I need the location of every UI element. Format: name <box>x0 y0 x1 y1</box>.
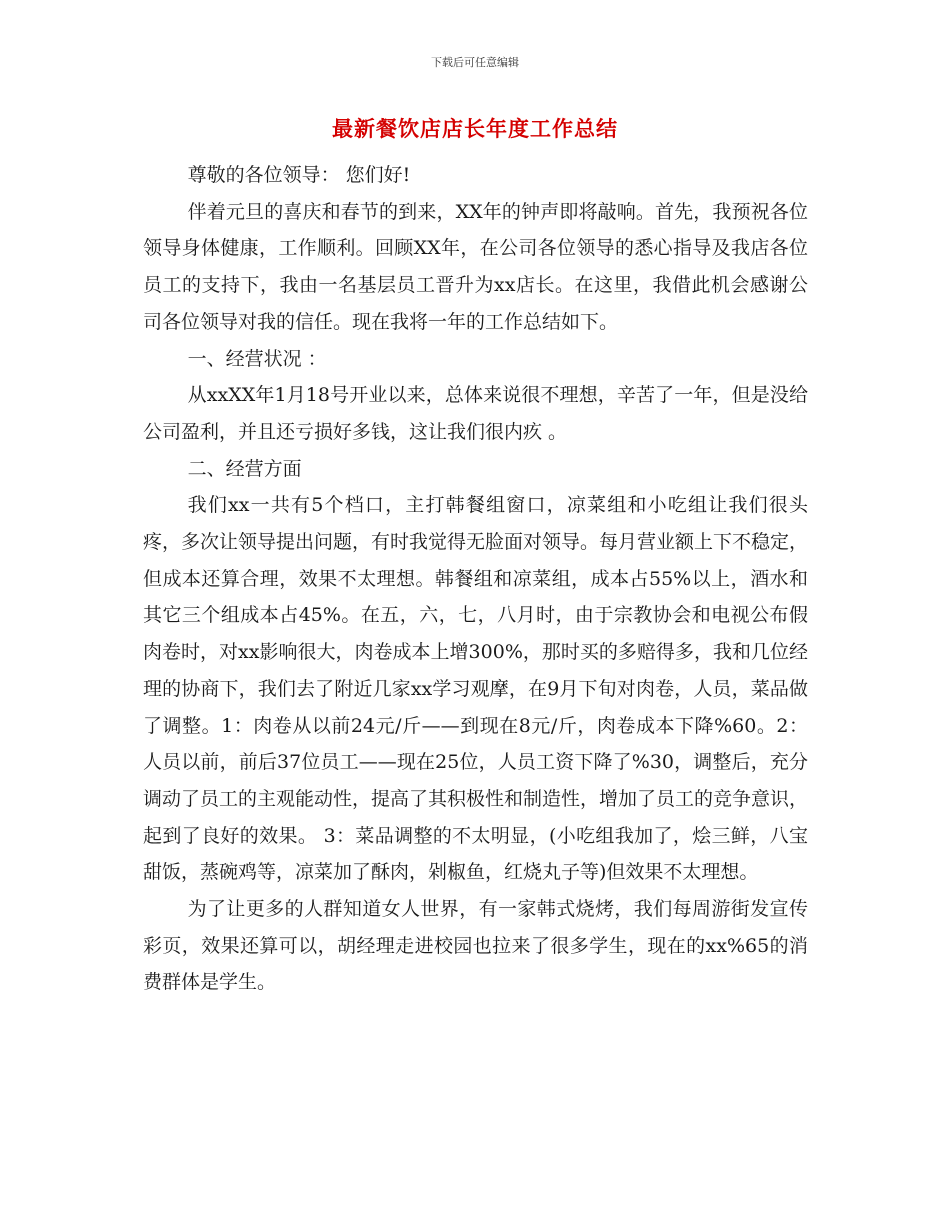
section-heading-operation-aspects: 二、经营方面 <box>187 457 302 480</box>
document-title: 最新餐饮店店长年度工作总结 <box>332 117 618 141</box>
header-note: 下载后可任意编辑 <box>431 56 519 69</box>
section-heading-operation-status: 一、经营状况 ： <box>187 347 327 370</box>
intro-paragraph: 伴着元旦的喜庆和春节的到来，XX年的钟声即将敲响。首先，我预祝各位领导身体健康，工作顺利。回顾XX年，在公司各位领导的悉心指导及我店各位员工的支持下，我由一名基层员工晋升为xx店长。在这里，我借此机会感谢公司各位领导对我的信任。现在我将一年的工作总结如下。 <box>143 200 808 333</box>
greeting-paragraph: 尊敬的各位领导： 您们好! <box>187 164 411 186</box>
document-body <box>143 157 808 1001</box>
promotion-paragraph: 为了让更多的人群知道女人世界，有一家韩式烧烤，我们每周游街发宣传彩页，效果还算可以，胡经理走进校园也拉来了很多学生，现在的xx%65的消费群体是学生。 <box>143 898 808 994</box>
operation-status-paragraph: 从xxXX年1月18号开业以来，总体来说很不理想，辛苦了一年，但是没给公司盈利，并且还亏损好多钱，这让我们很内疚 。 <box>143 384 808 443</box>
operation-aspects-paragraph: 我们xx一共有5个档口，主打韩餐组窗口，凉菜组和小吃组让我们很头疼，多次让领导提出问题，有时我觉得无脸面对领导。每月营业额上下不稳定，但成本还算合理，效果不太理想。韩餐组和凉菜组，成本占55%以上，酒水和其它三个组成本占45%。在五，六，七，八月时，由于宗教协会和电视公布假肉卷时，对xx影响很大，肉卷成本上增300%，那时买的多赔得多，我和几位经理的协商下，我们去了附近几家xx学习观摩，在9月下旬对肉卷，人员，菜品做了调整。1：肉卷从以前24元/斤——到现在8元/斤，肉卷成本下降%60。2：人员以前，前后37位员工——现在25位，人员工资下降了%30，调整后，充分调动了员工的主观能动性，提高了其积极性和制造性，增加了员工的竞争意识，起到了良好的效果。 3：菜品调整的不太明显，(小吃组我加了，烩三鲜，八宝甜饭，蒸碗鸡等，凉菜加了酥肉，剁椒鱼，红烧丸子等)但效果不太理想。 <box>143 494 809 884</box>
